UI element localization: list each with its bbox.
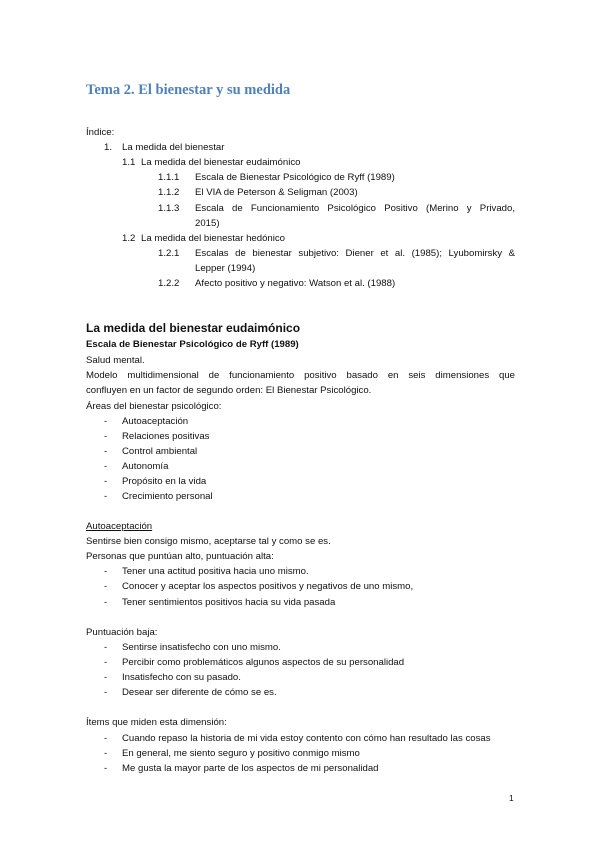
list-bullet: -	[104, 446, 108, 457]
list-bullet: -	[104, 431, 108, 442]
list-item: Autoaceptación	[122, 416, 189, 427]
list-item: Tener una actitud positiva hacia uno mismo.	[122, 566, 309, 577]
list-bullet: -	[104, 416, 108, 427]
toc-1-2-1-text-line1: Escalas de bienestar subjetivo: Diener et al. (1985); Lyubomirsky &	[195, 248, 515, 259]
list-item: Propósito en la vida	[122, 476, 207, 487]
modelo-text-line2: confluyen en un factor de segundo orden: El Bienestar Psicológico.	[86, 385, 372, 396]
high-score-label: Personas que puntúan alto, puntuación alta:	[86, 551, 274, 562]
list-item: Tener sentimientos positivos hacia su vida pasada	[122, 597, 336, 608]
list-item: Desear ser diferente de cómo se es.	[122, 687, 277, 698]
list-item: Relaciones positivas	[122, 431, 210, 442]
toc-1-1-1-text: Escala de Bienestar Psicológico de Ryff (1989)	[195, 172, 395, 183]
list-item: Crecimiento personal	[122, 491, 213, 502]
toc-1-1-3-text-line1: Escala de Funcionamiento Psicológico Positivo (Merino y Privado,	[195, 203, 515, 214]
list-bullet: -	[104, 642, 108, 653]
list-bullet: -	[104, 491, 108, 502]
list-bullet: -	[104, 476, 108, 487]
toc-1-2-number: 1.2	[122, 233, 136, 244]
list-item: Autonomía	[122, 461, 169, 472]
list-bullet: -	[104, 461, 108, 472]
toc-1-2-1-text-line2: Lepper (1994)	[195, 263, 256, 274]
toc-1-text: La medida del bienestar	[122, 142, 225, 153]
autoaceptacion-definition: Sentirse bien consigo mismo, aceptarse tal y como se es.	[86, 536, 331, 547]
autoaceptacion-heading: Autoaceptación	[86, 521, 153, 532]
toc-1-1-3-text-line2: 2015)	[195, 218, 220, 229]
low-score-label: Puntuación baja:	[86, 627, 158, 638]
list-bullet: -	[104, 597, 108, 608]
toc-1-1-2-number: 1.1.2	[158, 187, 180, 198]
page-number: 1	[509, 793, 514, 803]
list-item: Insatisfecho con su pasado.	[122, 672, 241, 683]
list-item: Sentirse insatisfecho con uno mismo.	[122, 642, 281, 653]
modelo-text-line1: Modelo multidimensional de funcionamiento positivo basado en seis dimensiones que	[86, 370, 515, 381]
toc-1-1-text: La medida del bienestar eudaimónico	[141, 157, 301, 168]
toc-1-1-1-number: 1.1.1	[158, 172, 180, 183]
list-item: Percibir como problemáticos algunos aspectos de su personalidad	[122, 657, 405, 668]
toc-1-1-2-text: El VIA de Peterson & Seligman (2003)	[195, 187, 358, 198]
toc-1-number: 1.	[104, 142, 113, 153]
list-bullet: -	[104, 748, 108, 759]
list-bullet: -	[104, 566, 108, 577]
toc-1-1-3-number: 1.1.3	[158, 203, 180, 214]
list-item: Control ambiental	[122, 446, 198, 457]
items-label: Ítems que miden esta dimensión:	[86, 717, 227, 728]
index-label: Índice:	[86, 127, 115, 138]
toc-1-2-2-text: Afecto positivo y negativo: Watson et al. (1988)	[195, 278, 396, 289]
areas-label: Áreas del bienestar psicológico:	[86, 401, 222, 412]
toc-1-2-text: La medida del bienestar hedónico	[141, 233, 286, 244]
section-heading: La medida del bienestar eudaimónico	[86, 321, 301, 335]
list-bullet: -	[104, 687, 108, 698]
subsection-heading: Escala de Bienestar Psicológico de Ryff (1989)	[86, 339, 299, 350]
list-bullet: -	[104, 733, 108, 744]
toc-1-1-number: 1.1	[122, 157, 136, 168]
toc-1-2-1-number: 1.2.1	[158, 248, 180, 259]
toc-1-2-2-number: 1.2.2	[158, 278, 180, 289]
list-item: Cuando repaso la historia de mi vida estoy contento con cómo han resultado las cosas	[122, 733, 491, 744]
list-bullet: -	[104, 657, 108, 668]
list-bullet: -	[104, 581, 108, 592]
list-bullet: -	[104, 672, 108, 683]
document-title: Tema 2. El bienestar y su medida	[86, 82, 291, 98]
list-item: Me gusta la mayor parte de los aspectos de mi personalidad	[122, 763, 379, 774]
list-item: Conocer y aceptar los aspectos positivos y negativos de uno mismo,	[122, 581, 414, 592]
salud-mental-text: Salud mental.	[86, 355, 145, 366]
list-bullet: -	[104, 763, 108, 774]
list-item: En general, me siento seguro y positivo conmigo mismo	[122, 748, 360, 759]
